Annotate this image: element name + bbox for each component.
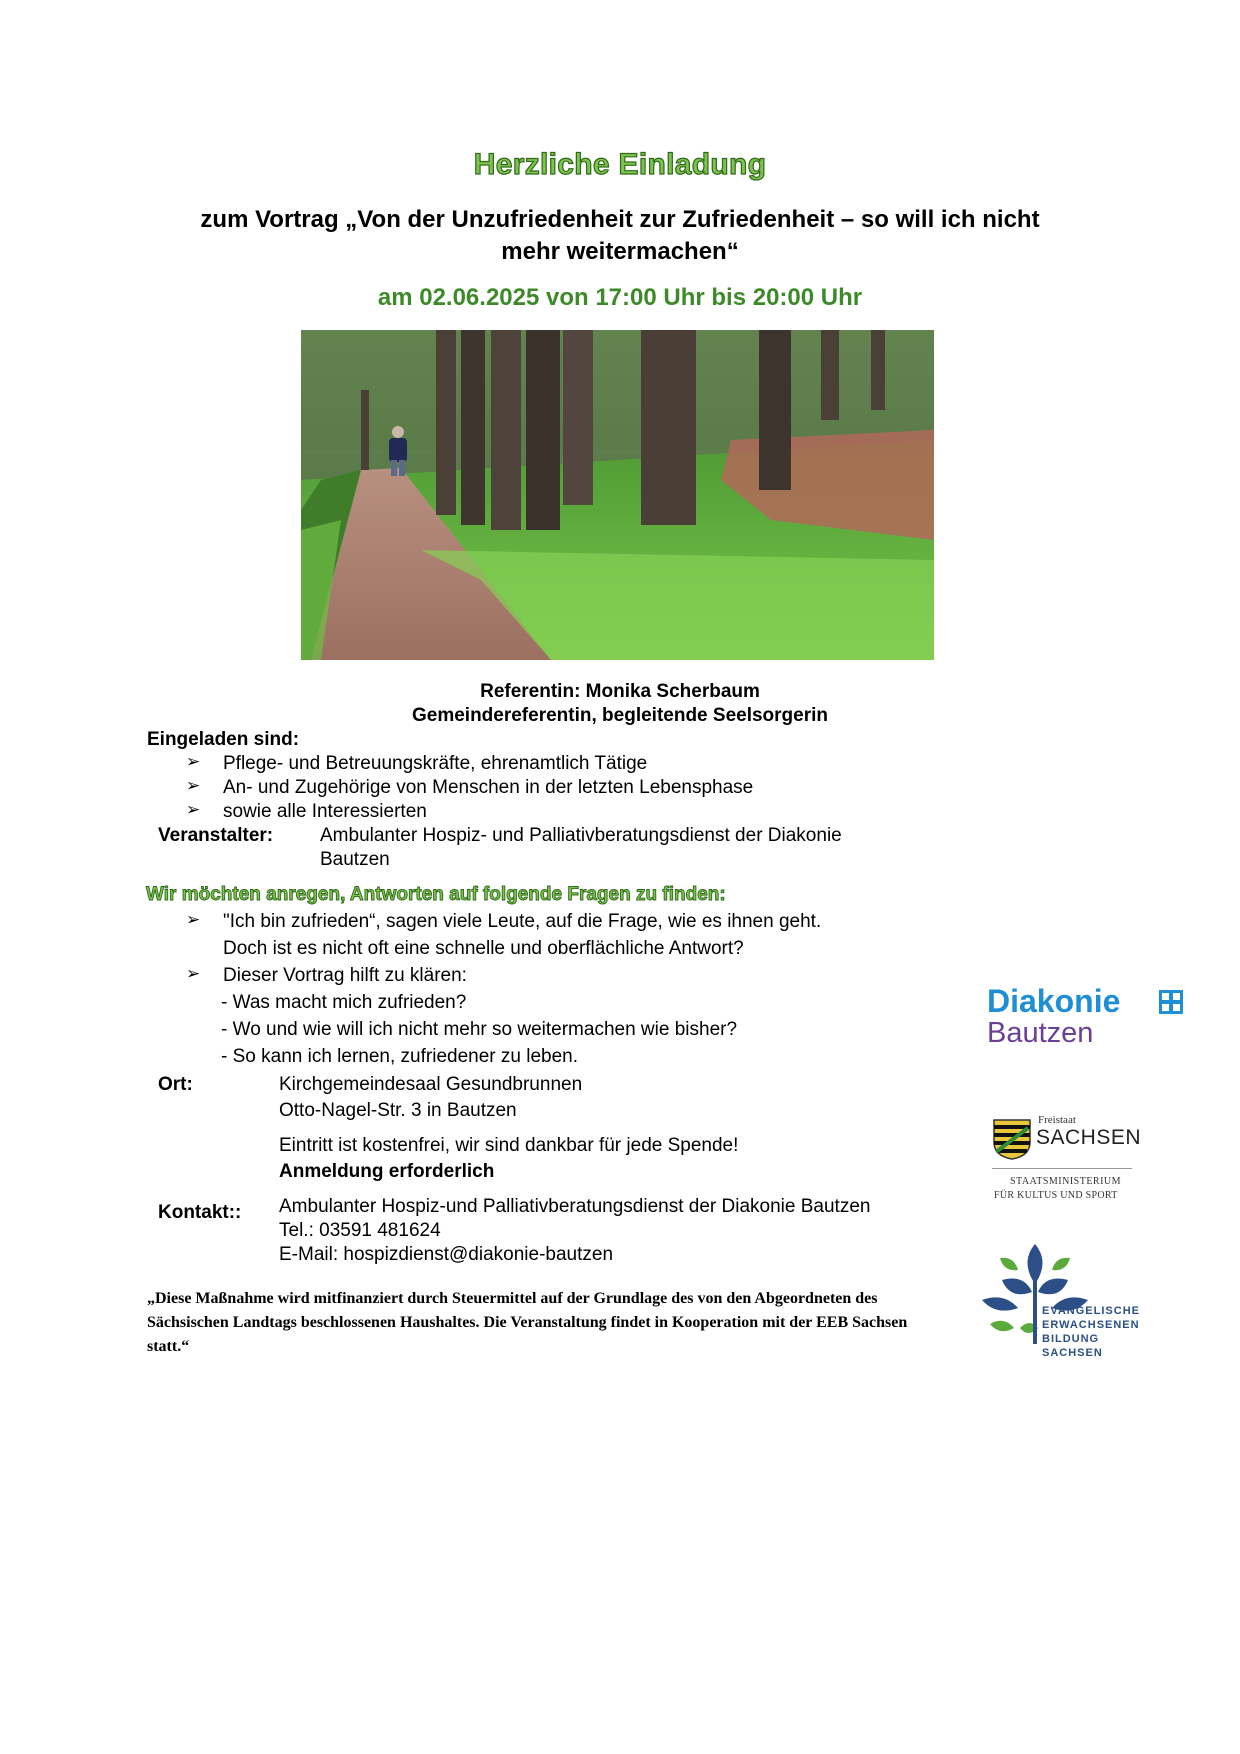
sachsen-divider bbox=[992, 1168, 1132, 1169]
arrow-bullet-icon: ➢ bbox=[186, 776, 201, 795]
page-title: Herzliche Einladung bbox=[473, 148, 767, 181]
lecture-title: zum Vortrag „Von der Unzufriedenheit zur Zufriedenheit – so will ich nicht mehr weitermachen“ bbox=[200, 206, 1040, 265]
questions-heading: Wir möchten anregen, Antworten auf folgende Fragen zu finden: bbox=[146, 884, 726, 905]
contact-org: Ambulanter Hospiz-und Palliativberatungsdienst der Diakonie Bautzen bbox=[279, 1196, 871, 1217]
eeb-text: BILDUNG SACHSEN bbox=[1042, 1333, 1103, 1359]
question-text: Dieser Vortrag hilft zu klären: bbox=[223, 965, 467, 986]
organizer-label: Veranstalter: bbox=[158, 825, 274, 846]
invited-item: An- und Zugehörige von Menschen in der letzten Lebensphase bbox=[223, 777, 754, 798]
arrow-bullet-icon: ➢ bbox=[186, 752, 201, 771]
contact-email: E-Mail: hospizdienst@diakonie-bautzen bbox=[279, 1244, 614, 1265]
arrow-bullet-icon: ➢ bbox=[186, 910, 201, 929]
invited-item: sowie alle Interessierten bbox=[223, 801, 427, 822]
speaker-role: Gemeindereferentin, begleitende Seelsorgerin bbox=[411, 705, 828, 726]
eeb-text: EVANGELISCHE bbox=[1042, 1305, 1140, 1317]
arrow-bullet-icon: ➢ bbox=[186, 800, 201, 819]
question-sub: - Wo und wie will ich nicht mehr so weitermachen wie bisher? bbox=[221, 1019, 738, 1040]
sachsen-sub-text: STAATSMINISTERIUM bbox=[1010, 1176, 1122, 1187]
diakonie-logo-text: Diakonie bbox=[987, 983, 1121, 1019]
location-label: Ort: bbox=[158, 1074, 193, 1095]
arrow-bullet-icon: ➢ bbox=[186, 964, 201, 983]
location-line: Otto-Nagel-Str. 3 in Bautzen bbox=[279, 1100, 517, 1121]
question-text: "Ich bin zufrieden“, sagen viele Leute, auf die Frage, wie es ihnen geht. bbox=[223, 911, 822, 932]
sachsen-small-text: Freistaat bbox=[1038, 1114, 1076, 1126]
location-line: Kirchgemeindesaal Gesundbrunnen bbox=[279, 1074, 583, 1095]
sachsen-big-text: SACHSEN bbox=[1036, 1126, 1142, 1149]
question-sub: - Was macht mich zufrieden? bbox=[221, 992, 467, 1013]
registration-note: Anmeldung erforderlich bbox=[279, 1161, 495, 1182]
sachsen-crest-icon bbox=[992, 1118, 1032, 1160]
diakonie-cross-icon bbox=[1159, 990, 1183, 1014]
diakonie-logo-subtext: Bautzen bbox=[987, 1017, 1094, 1049]
eeb-logo bbox=[980, 1240, 1155, 1359]
question-text: Doch ist es nicht oft eine schnelle und oberflächliche Antwort? bbox=[223, 938, 744, 959]
eeb-text: ERWACHSENEN bbox=[1042, 1319, 1140, 1331]
funding-note: „Diese Maßnahme wird mitfinanziert durch Steuermittel auf der Grundlage des von den Abgeordneten des Sächsischen Landtags beschlossenen Haushaltes. Die Veranstaltung findet in Kooperation mit der EEB Sachsen statt.“ bbox=[147, 1290, 908, 1355]
organizer-line: Ambulanter Hospiz- und Palliativberatungsdienst der Diakonie bbox=[320, 825, 842, 846]
event-date: am 02.06.2025 von 17:00 Uhr bis 20:00 Uhr bbox=[377, 284, 863, 311]
entry-note: Eintritt ist kostenfrei, wir sind dankbar für jede Spende! bbox=[279, 1135, 739, 1156]
diakonie-logo bbox=[987, 984, 1197, 1048]
organizer-line: Bautzen bbox=[320, 849, 390, 870]
invited-heading: Eingeladen sind: bbox=[147, 729, 300, 750]
invited-item: Pflege- und Betreuungskräfte, ehrenamtlich Tätige bbox=[223, 753, 648, 774]
forest-path-photo bbox=[301, 330, 934, 660]
question-sub: - So kann ich lernen, zufriedener zu leben. bbox=[221, 1046, 578, 1067]
speaker-name: Referentin: Monika Scherbaum bbox=[480, 681, 760, 702]
contact-phone: Tel.: 03591 481624 bbox=[279, 1220, 441, 1241]
sachsen-sub-text: FÜR KULTUS UND SPORT bbox=[994, 1190, 1118, 1201]
contact-label: Kontakt:: bbox=[158, 1202, 242, 1223]
